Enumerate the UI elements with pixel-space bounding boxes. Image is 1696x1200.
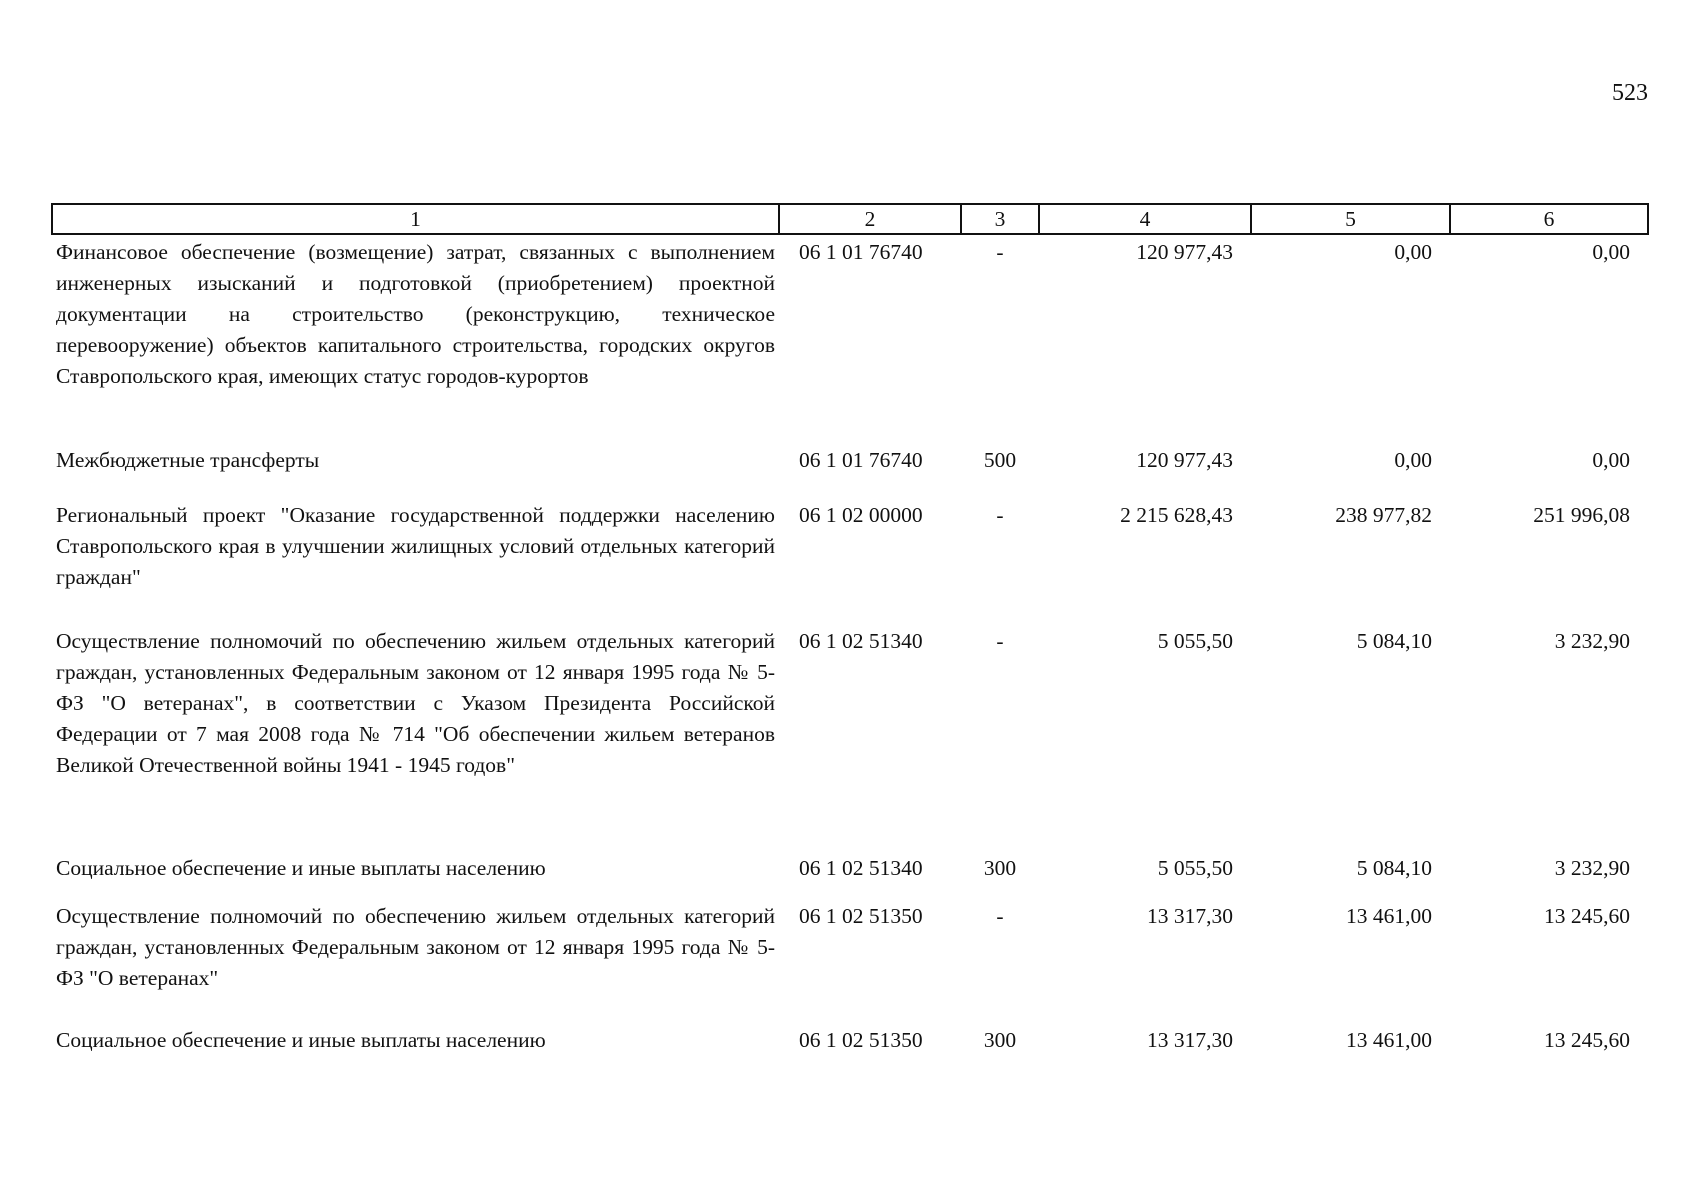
table-row [52, 443, 1648, 498]
page-number: 523 [1612, 80, 1648, 106]
row-value-6: 251 996,08 [1533, 503, 1630, 527]
row-value-6: 0,00 [1592, 240, 1630, 264]
row-kind: - [996, 629, 1004, 653]
table-row [52, 899, 1648, 1023]
row-value-4: 13 317,30 [1147, 904, 1233, 928]
column-header-1: 1 [52, 204, 779, 234]
column-header-2: 2 [779, 204, 961, 234]
column-header-4: 4 [1039, 204, 1251, 234]
row-kind: - [996, 503, 1004, 527]
column-header-3: 3 [961, 204, 1039, 234]
column-header-6: 6 [1450, 204, 1648, 234]
table-row [52, 624, 1648, 851]
row-name: Социальное обеспечение и иные выплаты населению [56, 856, 546, 880]
row-name: Социальное обеспечение и иные выплаты населению [56, 1028, 546, 1052]
row-value-5: 5 084,10 [1356, 856, 1432, 880]
row-value-5: 13 461,00 [1346, 1028, 1432, 1052]
row-code: 06 1 02 00000 [799, 503, 923, 527]
row-value-5: 0,00 [1394, 240, 1432, 264]
row-kind: 500 [983, 448, 1017, 472]
row-code: 06 1 02 51350 [799, 904, 923, 928]
row-kind: - [996, 240, 1004, 264]
row-code: 06 1 01 76740 [799, 448, 923, 472]
row-kind: - [996, 904, 1004, 928]
row-name: Осуществление полномочий по обеспечению жильем отдельных категорий граждан, установленных Федеральным законом от 12 января 1995 года № 5-ФЗ "О ветеранах", в соответствии с Указом Президента Российской Федерации от 7 мая 2008 года № 714 "Об обеспечении жильем ветеранов Великой Отечественной войны 1941 - 1945 годов" [56, 629, 775, 777]
row-value-5: 0,00 [1394, 448, 1432, 472]
row-value-4: 13 317,30 [1147, 1028, 1233, 1052]
row-value-4: 120 977,43 [1136, 240, 1233, 264]
table-row [52, 851, 1648, 899]
row-value-6: 3 232,90 [1554, 629, 1630, 653]
row-value-5: 13 461,00 [1346, 904, 1432, 928]
row-kind: 300 [983, 856, 1017, 880]
table-row [52, 234, 1648, 443]
row-value-4: 2 215 628,43 [1120, 503, 1233, 527]
table-header-row [52, 204, 1648, 234]
row-code: 06 1 02 51340 [799, 856, 923, 880]
table-row [52, 498, 1648, 624]
row-value-6: 13 245,60 [1544, 1028, 1630, 1052]
row-value-6: 3 232,90 [1554, 856, 1630, 880]
row-value-4: 5 055,50 [1157, 856, 1233, 880]
row-code: 06 1 02 51350 [799, 1028, 923, 1052]
row-name: Межбюджетные трансферты [56, 448, 320, 472]
column-header-5: 5 [1251, 204, 1450, 234]
row-value-5: 238 977,82 [1335, 503, 1432, 527]
row-name: Финансовое обеспечение (возмещение) затрат, связанных с выполнением инженерных изысканий и подготовкой (приобретением) проектной документации на строительство (реконструкцию, техническое перевооружение) объектов капитального строительства, городских округов Ставропольского края, имеющих статус городов-курортов [56, 240, 775, 388]
row-value-4: 120 977,43 [1136, 448, 1233, 472]
row-value-6: 0,00 [1592, 448, 1630, 472]
budget-table [51, 203, 1649, 1065]
row-code: 06 1 02 51340 [799, 629, 923, 653]
row-value-6: 13 245,60 [1544, 904, 1630, 928]
row-value-4: 5 055,50 [1157, 629, 1233, 653]
row-code: 06 1 01 76740 [799, 240, 923, 264]
row-name: Региональный проект "Оказание государственной поддержки населению Ставропольского края в улучшении жилищных условий отдельных категорий граждан" [56, 503, 775, 589]
row-value-5: 5 084,10 [1356, 629, 1432, 653]
row-kind: 300 [983, 1028, 1017, 1052]
table-row [52, 1023, 1648, 1065]
row-name: Осуществление полномочий по обеспечению жильем отдельных категорий граждан, установленных Федеральным законом от 12 января 1995 года № 5-ФЗ "О ветеранах" [56, 904, 775, 990]
